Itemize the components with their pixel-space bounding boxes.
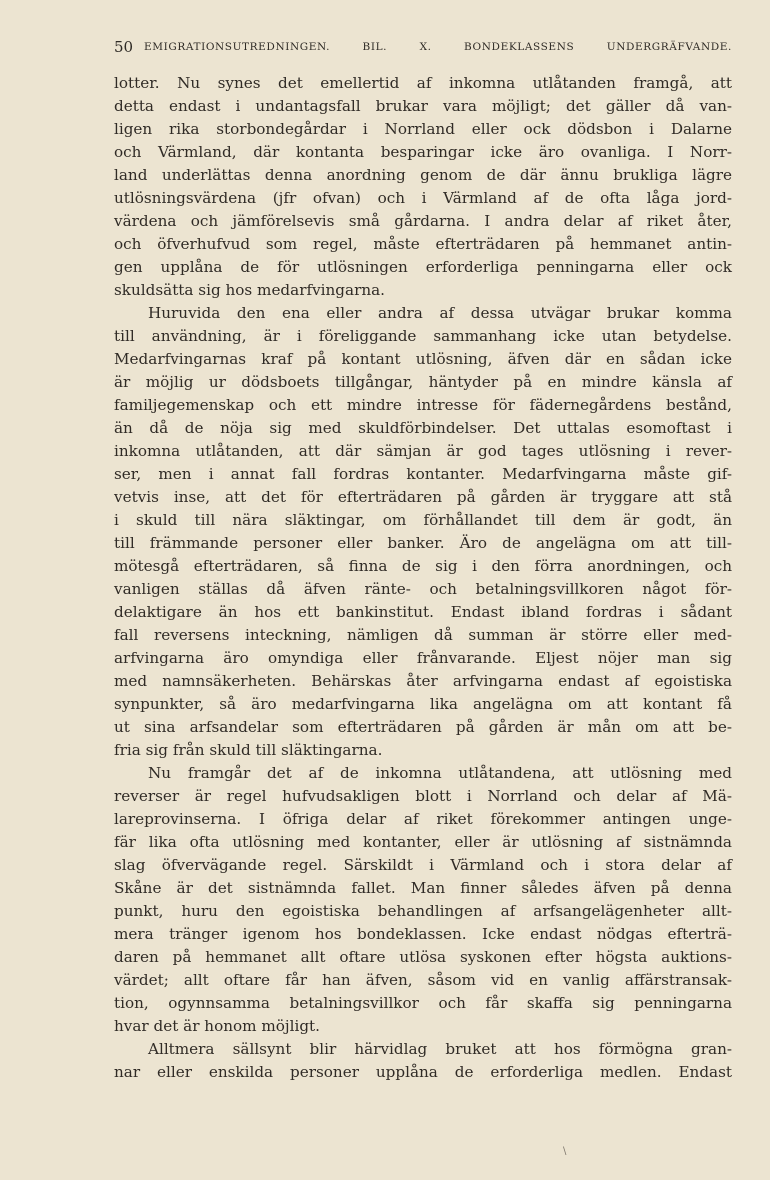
text-line: punkt, huru den egoistiska behandlingen af arfsangelägenheter allt- bbox=[114, 902, 732, 920]
text-line: värdena och jämförelsevis små gårdarna. I andra delar af riket åter, bbox=[114, 212, 732, 230]
text-line: hvar det är honom möjligt. bbox=[114, 1017, 320, 1035]
text-line: tion, ogynnsamma betalningsvillkor och får skaffa sig penningarna bbox=[114, 994, 732, 1012]
text-line: lotter. Nu synes det emellertid af inkomna utlåtanden framgå, att bbox=[114, 74, 732, 92]
text-line: ut sina arfsandelar som efterträdaren på gården är mån om att be- bbox=[114, 718, 732, 736]
text-line: mötesgå efterträdaren, så finna de sig i den förra anordningen, och bbox=[114, 557, 732, 575]
body-text bbox=[114, 72, 732, 1084]
text-line: slag öfvervägande regel. Särskildt i Värmland och i stora delar af bbox=[114, 856, 732, 874]
text-line: lareprovinserna. I öfriga delar af riket förekommer antingen unge- bbox=[114, 810, 732, 828]
text-line: Huruvida den ena eller andra af dessa utvägar brukar komma bbox=[148, 304, 732, 322]
text-line: skuldsätta sig hos medarfvingarna. bbox=[114, 281, 386, 299]
text-line: Nu framgår det af de inkomna utlåtandena, att utlösning med bbox=[148, 764, 732, 782]
text-line: till användning, är i föreliggande sammanhang icke utan betydelse. bbox=[114, 327, 732, 345]
text-line: daren på hemmanet allt oftare utlösa syskonen efter högsta auktions- bbox=[114, 948, 732, 966]
text-line: vetvis inse, att det för efterträdaren på gården är tryggare att stå bbox=[114, 488, 732, 506]
text-line: familjegemenskap och ett mindre intresse för fädernegårdens bestånd, bbox=[114, 396, 732, 414]
text-line: Skåne är det sistnämnda fallet. Man finner således äfven på denna bbox=[114, 879, 732, 897]
paragraph bbox=[114, 1038, 732, 1084]
page-header bbox=[114, 38, 732, 58]
text-line: land underlättas denna anordning genom de där ännu brukliga lägre bbox=[114, 166, 732, 184]
text-line: utlösningsvärdena (jfr ofvan) och i Värmland af de ofta låga jord- bbox=[114, 189, 732, 207]
running-head: EMIGRATIONSUTREDNINGEN. BIL. X. BONDEKLASSENS UNDERGRÄFVANDE. bbox=[144, 41, 732, 53]
text-line: detta endast i undantagsfall brukar vara möjligt; det gäller då van- bbox=[114, 97, 732, 115]
text-line: ser, men i annat fall fordras kontanter. Medarfvingarna måste gif- bbox=[114, 465, 732, 483]
stray-mark: \ bbox=[563, 1146, 567, 1157]
text-line: ligen rika storbondegårdar i Norrland eller ock dödsbon i Dalarne bbox=[114, 120, 732, 138]
text-line: till främmande personer eller banker. Äro de angelägna om att till- bbox=[114, 534, 732, 552]
text-line: Alltmera sällsynt blir härvidlag bruket att hos förmögna gran- bbox=[148, 1040, 732, 1058]
text-line: fall reversens inteckning, nämligen då summan är större eller med- bbox=[114, 626, 732, 644]
text-line: än då de nöja sig med skuldförbindelser. Det uttalas esomoftast i bbox=[114, 419, 732, 437]
text-line: nar eller enskilda personer upplåna de erforderliga medlen. Endast bbox=[114, 1063, 732, 1081]
text-line: och öfverhufvud som regel, måste efterträdaren på hemmanet antin- bbox=[114, 235, 732, 253]
text-line: Medarfvingarnas kraf på kontant utlösning, äfven där en sådan icke bbox=[114, 350, 732, 368]
text-line: värdet; allt oftare får han äfven, såsom vid en vanlig affärstransak- bbox=[114, 971, 732, 989]
text-line: delaktigare än hos ett bankinstitut. Endast ibland fordras i sådant bbox=[114, 603, 732, 621]
text-line: fär lika ofta utlösning med kontanter, eller är utlösning af sistnämnda bbox=[114, 833, 732, 851]
page-number: 50 bbox=[114, 38, 134, 56]
paragraph bbox=[114, 302, 732, 762]
text-line: gen upplåna de för utlösningen erforderliga penningarna eller ock bbox=[114, 258, 732, 276]
text-line: synpunkter, så äro medarfvingarna lika angelägna om att kontant få bbox=[114, 695, 732, 713]
text-line: med namnsäkerheten. Behärskas åter arfvingarna endast af egoistiska bbox=[114, 672, 732, 690]
text-line: fria sig från skuld till släktingarna. bbox=[114, 741, 383, 759]
text-line: arfvingarna äro omyndiga eller frånvarande. Eljest nöjer man sig bbox=[114, 649, 732, 667]
text-line: inkomna utlåtanden, att där sämjan är god tages utlösning i rever- bbox=[114, 442, 732, 460]
text-line: i skuld till nära släktingar, om förhållandet till dem är godt, än bbox=[114, 511, 732, 529]
paragraph bbox=[114, 762, 732, 1038]
paragraph bbox=[114, 72, 732, 302]
text-line: och Värmland, där kontanta besparingar icke äro ovanliga. I Norr- bbox=[114, 143, 732, 161]
text-line: mera tränger igenom hos bondeklassen. Icke endast nödgas efterträ- bbox=[114, 925, 732, 943]
text-line: vanligen ställas då äfven ränte- och betalningsvillkoren något för- bbox=[114, 580, 732, 598]
text-line: är möjlig ur dödsboets tillgångar, häntyder på en mindre känsla af bbox=[114, 373, 732, 391]
text-line: reverser är regel hufvudsakligen blott i Norrland och delar af Mä- bbox=[114, 787, 732, 805]
